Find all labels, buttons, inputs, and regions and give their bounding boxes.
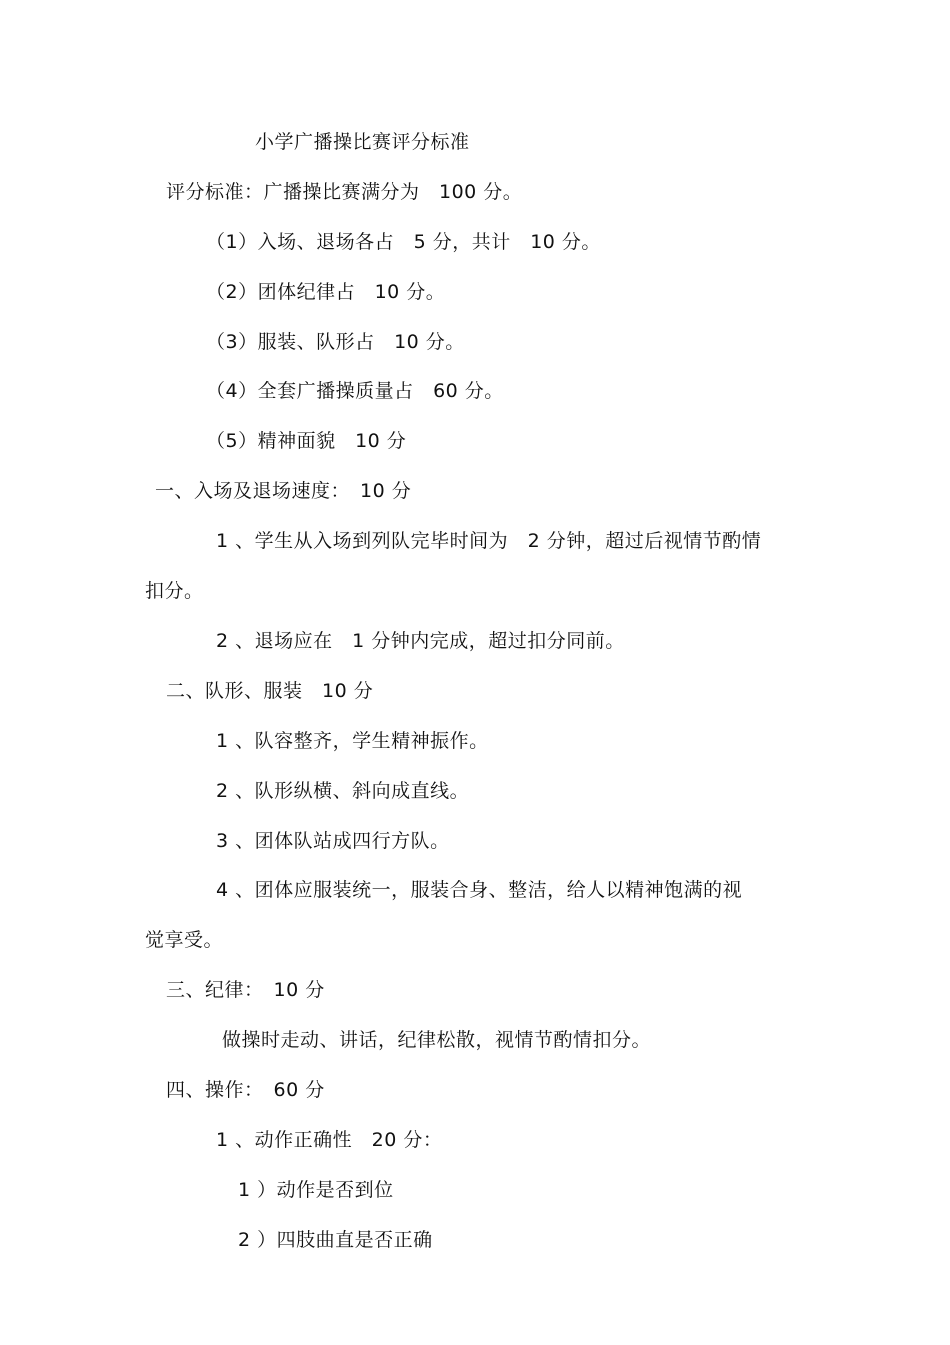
section-2-item-4: 4 、团体应服装统一，服装合身、整洁，给人以精神饱满的视 xyxy=(216,879,743,901)
section-1-heading: 一、入场及退场速度： 10 分 xyxy=(155,480,412,502)
section-2-item-4-continued: 觉享受。 xyxy=(145,929,224,951)
section-1-item-1: 1 、学生从入场到列队完毕时间为 2 分钟，超过后视情节酌情 xyxy=(216,530,762,552)
section-3-text: 做操时走动、讲话，纪律松散，视情节酌情扣分。 xyxy=(222,1029,652,1051)
section-4-subitem-1: 1 ）动作是否到位 xyxy=(238,1179,394,1201)
criteria-item-3: （3）服装、队形占 10 分。 xyxy=(206,331,465,353)
section-4-heading: 四、操作： 60 分 xyxy=(166,1079,325,1101)
section-2-item-1: 1 、队容整齐，学生精神振作。 xyxy=(216,730,489,752)
criteria-item-4: （4）全套广播操质量占 60 分。 xyxy=(206,380,504,402)
section-2-item-3: 3 、团体队站成四行方队。 xyxy=(216,830,450,852)
section-4-subitem-2: 2 ）四肢曲直是否正确 xyxy=(238,1229,433,1251)
section-3-heading: 三、纪律： 10 分 xyxy=(166,979,325,1001)
section-1-item-1-continued: 扣分。 xyxy=(145,580,204,602)
section-2-item-2: 2 、队形纵横、斜向成直线。 xyxy=(216,780,470,802)
criteria-item-5: （5）精神面貌 10 分 xyxy=(206,430,407,452)
document-title: 小学广播操比赛评分标准 xyxy=(255,131,470,153)
criteria-item-2: （2）团体纪律占 10 分。 xyxy=(206,281,446,303)
section-1-item-2: 2 、退场应在 1 分钟内完成，超过扣分同前。 xyxy=(216,630,625,652)
criteria-item-1: （1）入场、退场各占 5 分，共计 10 分。 xyxy=(206,231,601,253)
intro-text: 评分标准：广播操比赛满分为 100 分。 xyxy=(166,181,523,203)
section-4-item-1: 1 、动作正确性 20 分： xyxy=(216,1129,443,1151)
section-2-heading: 二、队形、服装 10 分 xyxy=(166,680,374,702)
